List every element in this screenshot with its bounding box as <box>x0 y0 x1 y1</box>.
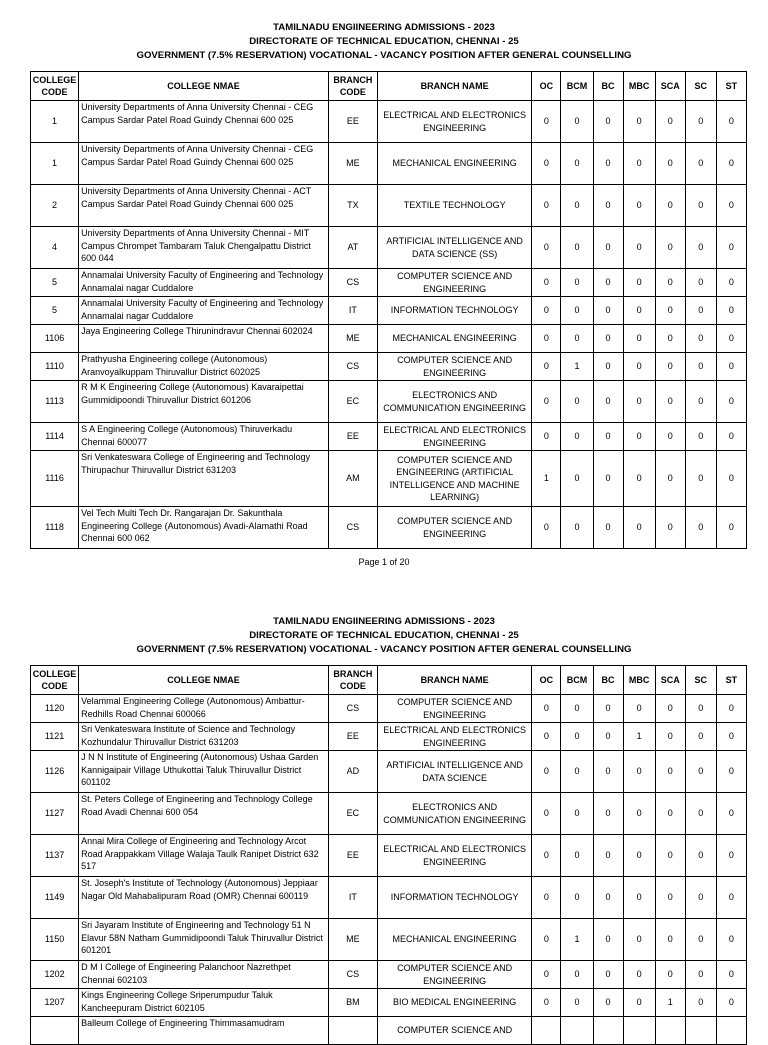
college-name-cell: D M I College of Engineering Palanchoor Nazrethpet Chennai 602103 <box>79 961 329 989</box>
oc-vacancy-cell: 0 <box>532 297 561 325</box>
col-bcm: BCM <box>561 666 593 695</box>
bc-vacancy-cell: 0 <box>593 227 623 269</box>
mbc-vacancy-cell: 0 <box>623 325 655 353</box>
mbc-vacancy-cell: 0 <box>623 269 655 297</box>
oc-vacancy-cell: 0 <box>532 269 561 297</box>
st-vacancy-cell: 0 <box>716 507 746 549</box>
page-2-header <box>0 615 768 657</box>
college-name-cell: St. Peters College of Engineering and Technology College Road Avadi Chennai 600 054 <box>79 793 329 835</box>
branch-name-cell: COMPUTER SCIENCE AND <box>377 1017 531 1045</box>
oc-vacancy-cell: 0 <box>532 101 561 143</box>
college-code-cell: 1 <box>31 143 79 185</box>
st-vacancy-cell: 0 <box>716 989 746 1017</box>
bc-vacancy-cell: 0 <box>593 423 623 451</box>
st-vacancy-cell: 0 <box>716 451 746 507</box>
bcm-vacancy-cell: 0 <box>561 185 593 227</box>
mbc-vacancy-cell: 0 <box>623 835 655 877</box>
table-row <box>31 325 747 353</box>
st-vacancy-cell: 0 <box>716 793 746 835</box>
mbc-vacancy-cell: 0 <box>623 381 655 423</box>
branch-code-cell: CS <box>328 961 377 989</box>
bc-vacancy-cell: 0 <box>593 507 623 549</box>
col-mbc: MBC <box>623 72 655 101</box>
sc-vacancy-cell: 0 <box>685 919 716 961</box>
branch-code-cell <box>328 1017 377 1045</box>
branch-name-cell: ARTIFICIAL INTELLIGENCE AND DATA SCIENCE (SS) <box>377 227 531 269</box>
sca-vacancy-cell: 0 <box>655 101 685 143</box>
col-college-code: COLLEGE CODE <box>31 72 79 101</box>
bc-vacancy-cell: 0 <box>593 101 623 143</box>
bcm-vacancy-cell: 0 <box>561 751 593 793</box>
college-code-cell: 1106 <box>31 325 79 353</box>
college-code-cell: 1150 <box>31 919 79 961</box>
table-row <box>31 143 747 185</box>
sc-vacancy-cell: 0 <box>685 423 716 451</box>
col-college-name: COLLEGE NMAE <box>79 72 329 101</box>
sc-vacancy-cell: 0 <box>685 793 716 835</box>
branch-code-cell: CS <box>328 269 377 297</box>
table-row <box>31 423 747 451</box>
branch-code-cell: AM <box>328 451 377 507</box>
bc-vacancy-cell: 0 <box>593 695 623 723</box>
mbc-vacancy-cell: 0 <box>623 185 655 227</box>
bc-vacancy-cell: 0 <box>593 919 623 961</box>
bcm-vacancy-cell: 0 <box>561 793 593 835</box>
mbc-vacancy-cell: 0 <box>623 751 655 793</box>
col-sc: SC <box>685 666 716 695</box>
branch-name-cell: COMPUTER SCIENCE AND ENGINEERING <box>377 507 531 549</box>
branch-code-cell: AT <box>328 227 377 269</box>
oc-vacancy-cell: 0 <box>532 989 561 1017</box>
bc-vacancy-cell: 0 <box>593 451 623 507</box>
sca-vacancy-cell: 0 <box>655 325 685 353</box>
mbc-vacancy-cell: 0 <box>623 507 655 549</box>
mbc-vacancy-cell: 0 <box>623 297 655 325</box>
header-title-line-3: GOVERNMENT (7.5% RESERVATION) VOCATIONAL - VACANCY POSITION AFTER GENERAL COUNSELLING <box>136 50 632 61</box>
bcm-vacancy-cell: 0 <box>561 451 593 507</box>
oc-vacancy-cell: 0 <box>532 143 561 185</box>
sca-vacancy-cell: 0 <box>655 919 685 961</box>
sca-vacancy-cell <box>655 1017 685 1045</box>
bc-vacancy-cell: 0 <box>593 381 623 423</box>
bc-vacancy-cell: 0 <box>593 185 623 227</box>
college-code-cell: 5 <box>31 297 79 325</box>
table-row <box>31 751 747 793</box>
college-code-cell: 1127 <box>31 793 79 835</box>
bc-vacancy-cell: 0 <box>593 989 623 1017</box>
oc-vacancy-cell: 0 <box>532 961 561 989</box>
vacancy-table-page-1 <box>30 71 747 549</box>
branch-name-cell: COMPUTER SCIENCE AND ENGINEERING <box>377 353 531 381</box>
branch-code-cell: CS <box>328 507 377 549</box>
st-vacancy-cell: 0 <box>716 381 746 423</box>
branch-name-cell: COMPUTER SCIENCE AND ENGINEERING <box>377 269 531 297</box>
branch-name-cell: TEXTILE TECHNOLOGY <box>377 185 531 227</box>
bc-vacancy-cell: 0 <box>593 723 623 751</box>
branch-name-cell: ARTIFICIAL INTELLIGENCE AND DATA SCIENCE <box>377 751 531 793</box>
bc-vacancy-cell: 0 <box>593 325 623 353</box>
mbc-vacancy-cell: 0 <box>623 423 655 451</box>
oc-vacancy-cell: 0 <box>532 793 561 835</box>
bc-vacancy-cell: 0 <box>593 961 623 989</box>
college-code-cell: 1137 <box>31 835 79 877</box>
college-name-cell: Annamalai University Faculty of Engineering and Technology Annamalai nagar Cuddalore <box>79 269 329 297</box>
college-name-cell: Sri Venkateswara Institute of Science and Technology Kozhundalur Thiruvallur District 631203 <box>79 723 329 751</box>
page-footer: Page 1 of 20 <box>358 557 410 567</box>
oc-vacancy-cell: 1 <box>532 451 561 507</box>
oc-vacancy-cell: 0 <box>532 185 561 227</box>
college-name-cell: Balleum College of Engineering Thimmasamudram <box>79 1017 329 1045</box>
sc-vacancy-cell: 0 <box>685 325 716 353</box>
branch-code-cell: EE <box>328 723 377 751</box>
header-title-line-1: TAMILNADU ENGIINEERING ADMISSIONS - 2023 <box>273 616 495 627</box>
branch-code-cell: IT <box>328 877 377 919</box>
branch-code-cell: IT <box>328 297 377 325</box>
vacancy-table-page-2 <box>30 665 747 1045</box>
mbc-vacancy-cell: 0 <box>623 989 655 1017</box>
bc-vacancy-cell: 0 <box>593 835 623 877</box>
table-row <box>31 101 747 143</box>
sc-vacancy-cell: 0 <box>685 723 716 751</box>
st-vacancy-cell: 0 <box>716 297 746 325</box>
college-name-cell: University Departments of Anna University Chennai - CEG Campus Sardar Patel Road Guindy Chennai 600 025 <box>79 143 329 185</box>
college-code-cell: 5 <box>31 269 79 297</box>
sc-vacancy-cell: 0 <box>685 989 716 1017</box>
sca-vacancy-cell: 0 <box>655 227 685 269</box>
table-row <box>31 793 747 835</box>
oc-vacancy-cell: 0 <box>532 381 561 423</box>
table-row <box>31 269 747 297</box>
table-row <box>31 451 747 507</box>
col-sca: SCA <box>655 72 685 101</box>
col-branch-name: BRANCH NAME <box>377 666 531 695</box>
col-college-name: COLLEGE NMAE <box>79 666 329 695</box>
sc-vacancy-cell: 0 <box>685 451 716 507</box>
college-code-cell <box>31 1017 79 1045</box>
mbc-vacancy-cell: 0 <box>623 101 655 143</box>
bcm-vacancy-cell <box>561 1017 593 1045</box>
col-oc: OC <box>532 666 561 695</box>
oc-vacancy-cell: 0 <box>532 751 561 793</box>
col-bcm: BCM <box>561 72 593 101</box>
branch-code-cell: CS <box>328 353 377 381</box>
table-row <box>31 989 747 1017</box>
col-bc: BC <box>593 72 623 101</box>
sca-vacancy-cell: 0 <box>655 451 685 507</box>
college-name-cell: Jaya Engineering College Thirunindravur Chennai 602024 <box>79 325 329 353</box>
bcm-vacancy-cell: 0 <box>561 695 593 723</box>
oc-vacancy-cell: 0 <box>532 695 561 723</box>
bcm-vacancy-cell: 0 <box>561 101 593 143</box>
table-row <box>31 835 747 877</box>
sc-vacancy-cell: 0 <box>685 227 716 269</box>
bc-vacancy-cell: 0 <box>593 353 623 381</box>
bcm-vacancy-cell: 0 <box>561 723 593 751</box>
table-row <box>31 297 747 325</box>
branch-name-cell: MECHANICAL ENGINEERING <box>377 143 531 185</box>
header-title-line-2: DIRECTORATE OF TECHNICAL EDUCATION, CHENNAI - 25 <box>249 36 519 47</box>
st-vacancy-cell: 0 <box>716 695 746 723</box>
bc-vacancy-cell: 0 <box>593 751 623 793</box>
branch-name-cell: COMPUTER SCIENCE AND ENGINEERING <box>377 961 531 989</box>
st-vacancy-cell: 0 <box>716 353 746 381</box>
sc-vacancy-cell: 0 <box>685 353 716 381</box>
college-name-cell: St. Joseph's Institute of Technology (Autonomous) Jeppiaar Nagar Old Mahabalipuram Road (OMR) Chennai 600119 <box>79 877 329 919</box>
college-name-cell: Annamalai University Faculty of Engineering and Technology Annamalai nagar Cuddalore <box>79 297 329 325</box>
branch-code-cell: BM <box>328 989 377 1017</box>
branch-name-cell: MECHANICAL ENGINEERING <box>377 325 531 353</box>
col-college-code: COLLEGE CODE <box>31 666 79 695</box>
sca-vacancy-cell: 0 <box>655 793 685 835</box>
sca-vacancy-cell: 0 <box>655 507 685 549</box>
sca-vacancy-cell: 0 <box>655 185 685 227</box>
college-code-cell: 2 <box>31 185 79 227</box>
branch-name-cell: ELECTRONICS AND COMMUNICATION ENGINEERING <box>377 381 531 423</box>
st-vacancy-cell: 0 <box>716 877 746 919</box>
col-st: ST <box>716 666 746 695</box>
branch-code-cell: TX <box>328 185 377 227</box>
college-name-cell: Velammal Engineering College (Autonomous) Ambattur-Redhills Road Chennai 600066 <box>79 695 329 723</box>
bc-vacancy-cell: 0 <box>593 877 623 919</box>
bcm-vacancy-cell: 1 <box>561 919 593 961</box>
st-vacancy-cell: 0 <box>716 101 746 143</box>
college-code-cell: 1121 <box>31 723 79 751</box>
branch-code-cell: ME <box>328 919 377 961</box>
branch-name-cell: ELECTRICAL AND ELECTRONICS ENGINEERING <box>377 423 531 451</box>
sc-vacancy-cell: 0 <box>685 143 716 185</box>
sca-vacancy-cell: 0 <box>655 751 685 793</box>
college-code-cell: 1110 <box>31 353 79 381</box>
college-code-cell: 1 <box>31 101 79 143</box>
st-vacancy-cell <box>716 1017 746 1045</box>
table-row <box>31 961 747 989</box>
mbc-vacancy-cell: 0 <box>623 353 655 381</box>
college-name-cell: Prathyusha Engineering college (Autonomous) Aranvoyalkuppam Thiruvallur District 602025 <box>79 353 329 381</box>
branch-code-cell: AD <box>328 751 377 793</box>
branch-name-cell: INFORMATION TECHNOLOGY <box>377 297 531 325</box>
branch-code-cell: ME <box>328 325 377 353</box>
oc-vacancy-cell: 0 <box>532 325 561 353</box>
col-mbc: MBC <box>623 666 655 695</box>
oc-vacancy-cell: 0 <box>532 227 561 269</box>
sca-vacancy-cell: 0 <box>655 353 685 381</box>
bcm-vacancy-cell: 0 <box>561 507 593 549</box>
bcm-vacancy-cell: 0 <box>561 835 593 877</box>
bc-vacancy-cell: 0 <box>593 269 623 297</box>
branch-name-cell: INFORMATION TECHNOLOGY <box>377 877 531 919</box>
branch-name-cell: COMPUTER SCIENCE AND ENGINEERING (ARTIFICIAL INTELLIGENCE AND MACHINE LEARNING) <box>377 451 531 507</box>
table-row <box>31 723 747 751</box>
branch-name-cell: COMPUTER SCIENCE AND ENGINEERING <box>377 695 531 723</box>
header-title-line-3: GOVERNMENT (7.5% RESERVATION) VOCATIONAL - VACANCY POSITION AFTER GENERAL COUNSELLING <box>136 644 632 655</box>
mbc-vacancy-cell: 0 <box>623 793 655 835</box>
branch-name-cell: ELECTRICAL AND ELECTRONICS ENGINEERING <box>377 101 531 143</box>
col-sc: SC <box>685 72 716 101</box>
table-header-row <box>31 72 747 101</box>
college-name-cell: R M K Engineering College (Autonomous) Kavaraipettai Gummidipoondi Thiruvallur District 601206 <box>79 381 329 423</box>
branch-code-cell: EE <box>328 101 377 143</box>
table-row <box>31 507 747 549</box>
college-code-cell: 1113 <box>31 381 79 423</box>
col-bc: BC <box>593 666 623 695</box>
college-code-cell: 1114 <box>31 423 79 451</box>
bc-vacancy-cell: 0 <box>593 297 623 325</box>
sc-vacancy-cell: 0 <box>685 269 716 297</box>
header-title-line-2: DIRECTORATE OF TECHNICAL EDUCATION, CHENNAI - 25 <box>249 630 519 641</box>
sc-vacancy-cell: 0 <box>685 695 716 723</box>
mbc-vacancy-cell: 0 <box>623 227 655 269</box>
bcm-vacancy-cell: 0 <box>561 877 593 919</box>
st-vacancy-cell: 0 <box>716 325 746 353</box>
col-branch-code: BRANCH CODE <box>328 666 377 695</box>
bc-vacancy-cell: 0 <box>593 793 623 835</box>
col-sca: SCA <box>655 666 685 695</box>
sca-vacancy-cell: 0 <box>655 381 685 423</box>
oc-vacancy-cell: 0 <box>532 919 561 961</box>
st-vacancy-cell: 0 <box>716 423 746 451</box>
bc-vacancy-cell: 0 <box>593 143 623 185</box>
sca-vacancy-cell: 1 <box>655 989 685 1017</box>
bcm-vacancy-cell: 0 <box>561 423 593 451</box>
col-branch-name: BRANCH NAME <box>377 72 531 101</box>
college-name-cell: University Departments of Anna University Chennai - ACT Campus Sardar Patel Road Guindy Chennai 600 025 <box>79 185 329 227</box>
sca-vacancy-cell: 0 <box>655 695 685 723</box>
bcm-vacancy-cell: 0 <box>561 269 593 297</box>
bcm-vacancy-cell: 0 <box>561 961 593 989</box>
college-code-cell: 1202 <box>31 961 79 989</box>
college-name-cell: Sri Jayaram Institute of Engineering and Technology 51 N Elavur 58N Natham Gummidipoondi Taluk Thiruvallur District 601201 <box>79 919 329 961</box>
branch-name-cell: BIO MEDICAL ENGINEERING <box>377 989 531 1017</box>
mbc-vacancy-cell: 0 <box>623 919 655 961</box>
branch-code-cell: EC <box>328 381 377 423</box>
bcm-vacancy-cell: 0 <box>561 227 593 269</box>
branch-name-cell: ELECTRICAL AND ELECTRONICS ENGINEERING <box>377 835 531 877</box>
mbc-vacancy-cell: 1 <box>623 723 655 751</box>
table-row <box>31 919 747 961</box>
table-row <box>31 353 747 381</box>
college-name-cell: J N N Institute of Engineering (Autonomous) Ushaa Garden Kannigaipair Village Uthukottai Taluk Thiruvallur District 601102 <box>79 751 329 793</box>
college-code-cell: 4 <box>31 227 79 269</box>
col-branch-code: BRANCH CODE <box>328 72 377 101</box>
branch-code-cell: EE <box>328 423 377 451</box>
branch-code-cell: EC <box>328 793 377 835</box>
mbc-vacancy-cell: 0 <box>623 451 655 507</box>
bcm-vacancy-cell: 0 <box>561 325 593 353</box>
st-vacancy-cell: 0 <box>716 227 746 269</box>
sc-vacancy-cell: 0 <box>685 297 716 325</box>
sca-vacancy-cell: 0 <box>655 877 685 919</box>
college-code-cell: 1120 <box>31 695 79 723</box>
page-1-header <box>0 21 768 63</box>
sc-vacancy-cell <box>685 1017 716 1045</box>
oc-vacancy-cell: 0 <box>532 353 561 381</box>
header-title-line-1: TAMILNADU ENGIINEERING ADMISSIONS - 2023 <box>273 22 495 33</box>
college-name-cell: University Departments of Anna University Chennai - MIT Campus Chrompet Tambaram Taluk Chengalpattu District 600 044 <box>79 227 329 269</box>
oc-vacancy-cell: 0 <box>532 423 561 451</box>
sca-vacancy-cell: 0 <box>655 297 685 325</box>
oc-vacancy-cell: 0 <box>532 723 561 751</box>
sc-vacancy-cell: 0 <box>685 877 716 919</box>
college-code-cell: 1149 <box>31 877 79 919</box>
table-row <box>31 185 747 227</box>
table-row <box>31 877 747 919</box>
college-code-cell: 1207 <box>31 989 79 1017</box>
st-vacancy-cell: 0 <box>716 751 746 793</box>
sc-vacancy-cell: 0 <box>685 101 716 143</box>
col-oc: OC <box>532 72 561 101</box>
college-code-cell: 1116 <box>31 451 79 507</box>
table-row <box>31 227 747 269</box>
sca-vacancy-cell: 0 <box>655 723 685 751</box>
col-st: ST <box>716 72 746 101</box>
table-row <box>31 1017 747 1045</box>
bc-vacancy-cell <box>593 1017 623 1045</box>
sca-vacancy-cell: 0 <box>655 269 685 297</box>
mbc-vacancy-cell: 0 <box>623 961 655 989</box>
college-name-cell: S A Engineering College (Autonomous) Thiruverkadu Chennai 600077 <box>79 423 329 451</box>
bcm-vacancy-cell: 0 <box>561 297 593 325</box>
college-name-cell: Vel Tech Multi Tech Dr. Rangarajan Dr. Sakunthala Engineering College (Autonomous) Avadi-Alamathi Road Chennai 600 062 <box>79 507 329 549</box>
sc-vacancy-cell: 0 <box>685 835 716 877</box>
sca-vacancy-cell: 0 <box>655 835 685 877</box>
sc-vacancy-cell: 0 <box>685 751 716 793</box>
mbc-vacancy-cell: 0 <box>623 695 655 723</box>
table-row <box>31 695 747 723</box>
college-name-cell: Sri Venkateswara College of Engineering and Technology Thirupachur Thiruvallur District 631203 <box>79 451 329 507</box>
branch-name-cell: MECHANICAL ENGINEERING <box>377 919 531 961</box>
oc-vacancy-cell <box>532 1017 561 1045</box>
oc-vacancy-cell: 0 <box>532 877 561 919</box>
mbc-vacancy-cell: 0 <box>623 143 655 185</box>
oc-vacancy-cell: 0 <box>532 507 561 549</box>
st-vacancy-cell: 0 <box>716 919 746 961</box>
sc-vacancy-cell: 0 <box>685 961 716 989</box>
college-name-cell: Kings Engineering College Sriperumpudur Taluk Kancheepuram District 602105 <box>79 989 329 1017</box>
bcm-vacancy-cell: 0 <box>561 143 593 185</box>
sca-vacancy-cell: 0 <box>655 423 685 451</box>
sc-vacancy-cell: 0 <box>685 185 716 227</box>
bcm-vacancy-cell: 1 <box>561 353 593 381</box>
branch-code-cell: EE <box>328 835 377 877</box>
college-name-cell: University Departments of Anna University Chennai - CEG Campus Sardar Patel Road Guindy Chennai 600 025 <box>79 101 329 143</box>
sca-vacancy-cell: 0 <box>655 961 685 989</box>
bcm-vacancy-cell: 0 <box>561 989 593 1017</box>
table-header-row <box>31 666 747 695</box>
st-vacancy-cell: 0 <box>716 269 746 297</box>
mbc-vacancy-cell <box>623 1017 655 1045</box>
college-code-cell: 1118 <box>31 507 79 549</box>
branch-code-cell: CS <box>328 695 377 723</box>
bcm-vacancy-cell: 0 <box>561 381 593 423</box>
st-vacancy-cell: 0 <box>716 185 746 227</box>
st-vacancy-cell: 0 <box>716 961 746 989</box>
branch-code-cell: ME <box>328 143 377 185</box>
mbc-vacancy-cell: 0 <box>623 877 655 919</box>
sc-vacancy-cell: 0 <box>685 507 716 549</box>
table-row <box>31 381 747 423</box>
oc-vacancy-cell: 0 <box>532 835 561 877</box>
branch-name-cell: ELECTRONICS AND COMMUNICATION ENGINEERING <box>377 793 531 835</box>
college-code-cell: 1126 <box>31 751 79 793</box>
sca-vacancy-cell: 0 <box>655 143 685 185</box>
sc-vacancy-cell: 0 <box>685 381 716 423</box>
st-vacancy-cell: 0 <box>716 835 746 877</box>
st-vacancy-cell: 0 <box>716 723 746 751</box>
college-name-cell: Annai Mira College of Engineering and Technology Arcot Road Arappakkam Village Walaja Taulk Ranipet District 632 517 <box>79 835 329 877</box>
st-vacancy-cell: 0 <box>716 143 746 185</box>
branch-name-cell: ELECTRICAL AND ELECTRONICS ENGINEERING <box>377 723 531 751</box>
